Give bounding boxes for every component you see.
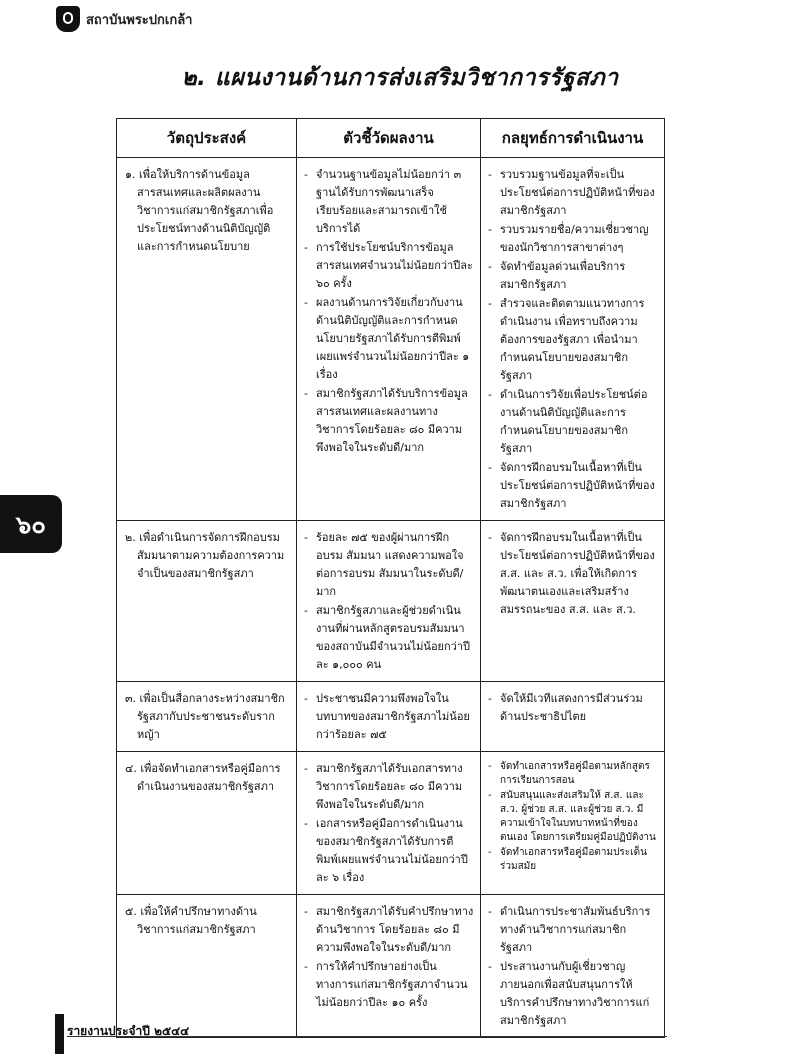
indicator-cell: [297, 682, 481, 752]
table-row: [117, 682, 665, 752]
plan-table: [116, 118, 665, 1038]
strategy-item: - ประสานงานกับผู้เชี่ยวชาญภายนอกเพื่อสนับสนุนการให้บริการคำปรึกษาทางวิชาการแก่สมาชิกรัฐสภา: [487, 958, 658, 1030]
indicator-item: - การให้คำปรึกษาอย่างเป็นทางการแก่สมาชิกรัฐสภาจำนวนไม่น้อยกว่าปีละ ๑๐ ครั้ง: [303, 958, 474, 1012]
objective-cell: ๒. เพื่อดำเนินการจัดการฝึกอบรมสัมมนาตามความต้องการความจำเป็นของสมาชิกรัฐสภา: [117, 521, 297, 682]
strategy-item: - รวบรวมฐานข้อมูลที่จะเป็นประโยชน์ต่อการปฏิบัติหน้าที่ของสมาชิกรัฐสภา: [487, 166, 658, 220]
indicator-cell: [297, 895, 481, 1038]
strategy-cell: [481, 895, 665, 1038]
table-header-row: [117, 119, 665, 158]
strategy-item: - ดำเนินการวิจัยเพื่อประโยชน์ต่องานด้านนิติบัญญัติและการกำหนดนโยบายของสมาชิกรัฐสภา: [487, 386, 658, 458]
strategy-item: - จัดทำข้อมูลด่วนเพื่อบริการสมาชิกรัฐสภา: [487, 258, 658, 294]
header: [56, 6, 192, 32]
objective-cell: ๔. เพื่อจัดทำเอกสารหรือคู่มือการดำเนินงานของสมาชิกรัฐสภา: [117, 752, 297, 895]
page-title: ๒. แผนงานด้านการส่งเสริมวิชาการรัฐสภา: [181, 65, 619, 91]
strategy-item: - รวบรวมรายชื่อ/ความเชี่ยวชาญของนักวิชาการสาขาต่างๆ: [487, 221, 658, 257]
strategy-item: - จัดให้มีเวทีแสดงการมีส่วนร่วมด้านประชาธิปไตย: [487, 690, 658, 726]
indicator-item: - จำนวนฐานข้อมูลไม่น้อยกว่า ๓ ฐานได้รับการพัฒนาเสร็จเรียบร้อยและสามารถเข้าใช้บริการได้: [303, 166, 474, 238]
strategy-item: - ดำเนินการประชาสัมพันธ์บริการทางด้านวิชาการแก่สมาชิกรัฐสภา: [487, 903, 658, 957]
indicator-item: - สมาชิกรัฐสภาได้รับเอกสารทางวิชาการโดยร้อยละ ๘๐ มีความพึงพอใจในระดับดี/มาก: [303, 760, 474, 814]
header-objective: วัตถุประสงค์: [117, 119, 297, 158]
indicator-item: - สมาชิกรัฐสภาได้รับคำปรึกษาทางด้านวิชาการ โดยร้อยละ ๘๐ มีความพึงพอใจในระดับดี/มาก: [303, 903, 474, 957]
footer-divider: [67, 1036, 667, 1037]
strategy-item: - จัดทำเอกสารหรือคู่มือตามหลักสูตรการเรียนการสอน: [487, 760, 658, 788]
objective-cell: ๕. เพื่อให้คำปรึกษาทางด้านวิชาการแก่สมาชิกรัฐสภา: [117, 895, 297, 1038]
footer-report-title: รายงานประจำปี ๒๕๔๔: [67, 1024, 190, 1038]
strategy-item: - จัดทำเอกสารหรือคู่มือตามประเด็นร่วมสมัย: [487, 846, 658, 874]
strategy-cell: [481, 521, 665, 682]
org-name: สถาบันพระปกเกล้า: [86, 12, 193, 28]
strategy-cell: [481, 158, 665, 521]
table-row: [117, 752, 665, 895]
strategy-item: - สนับสนุนและส่งเสริมให้ ส.ส. และ ส.ว. ผู้ช่วย ส.ส. และผู้ช่วย ส.ว. มีความเข้าใจในบทบาทหน้าที่ของตนเอง โดยการเตรียมคู่มือปฏิบัติงาน: [487, 789, 658, 845]
indicator-item: - ประชาชนมีความพึงพอใจในบทบาทของสมาชิกรัฐสภาไม่น้อยกว่าร้อยละ ๗๕: [303, 690, 474, 744]
page-number-tab: ๖๐: [0, 495, 62, 553]
indicator-cell: [297, 521, 481, 682]
indicator-cell: [297, 158, 481, 521]
indicator-item: - ผลงานด้านการวิจัยเกี่ยวกับงานด้านนิติบัญญัติและการกำหนดนโยบายรัฐสภาได้รับการตีพิมพ์เผยแพร่จำนวนไม่น้อยกว่าปีละ ๑ เรื่อง: [303, 294, 474, 384]
indicator-cell: [297, 752, 481, 895]
strategy-cell: [481, 752, 665, 895]
indicator-item: - สมาชิกรัฐสภาและผู้ช่วยดำเนินงานที่ผ่านหลักสูตรอบรมสัมมนาของสถาบันมีจำนวนไม่น้อยกว่าปีละ ๑,๐๐๐ คน: [303, 602, 474, 674]
institute-logo: [56, 6, 80, 32]
indicator-item: - การใช้ประโยชน์บริการข้อมูลสารสนเทศจำนวนไม่น้อยกว่าปีละ ๖๐ ครั้ง: [303, 239, 474, 293]
strategy-cell: [481, 682, 665, 752]
table-row: [117, 158, 665, 521]
indicator-item: - ร้อยละ ๗๕ ของผู้ผ่านการฝึกอบรม สัมมนา แสดงความพอใจต่อการอบรม สัมมนาในระดับดี/มาก: [303, 529, 474, 601]
strategy-item: - จัดการฝึกอบรมในเนื้อหาที่เป็นประโยชน์ต่อการปฏิบัติหน้าที่ของ ส.ส. และ ส.ว. เพื่อให้เกิดการพัฒนาตนเองและเสริมสร้างสมรรถนะของ ส.ส. และ ส.ว.: [487, 529, 658, 619]
strategy-item: - จัดการฝึกอบรมในเนื้อหาที่เป็นประโยชน์ต่อการปฏิบัติหน้าที่ของสมาชิกรัฐสภา: [487, 459, 658, 513]
objective-cell: ๑. เพื่อให้บริการด้านข้อมูลสารสนเทศและผลิตผลงานวิชาการแก่สมาชิกรัฐสภาเพื่อประโยชน์ทางด้านนิติบัญญัติและการกำหนดนโยบาย: [117, 158, 297, 521]
table-row: [117, 895, 665, 1038]
objective-cell: ๓. เพื่อเป็นสื่อกลางระหว่างสมาชิกรัฐสภากับประชาชนระดับรากหญ้า: [117, 682, 297, 752]
header-strategy: กลยุทธ์การดำเนินงาน: [481, 119, 665, 158]
indicator-item: - เอกสารหรือคู่มือการดำเนินงานของสมาชิกรัฐสภาได้รับการตีพิมพ์เผยแพร่จำนวนไม่น้อยกว่าปีละ ๖ เรื่อง: [303, 815, 474, 887]
header-indicator: ตัวชี้วัดผลงาน: [297, 119, 481, 158]
footer-bar: [55, 1014, 64, 1054]
table-row: [117, 521, 665, 682]
indicator-item: - สมาชิกรัฐสภาได้รับบริการข้อมูลสารสนเทศและผลงานทางวิชาการโดยร้อยละ ๘๐ มีความพึงพอใจในระดับดี/มาก: [303, 385, 474, 457]
strategy-item: - สำรวจและติดตามแนวทางการดำเนินงาน เพื่อทราบถึงความต้องการของรัฐสภา เพื่อนำมากำหนดนโยบายของสมาชิกรัฐสภา: [487, 295, 658, 385]
